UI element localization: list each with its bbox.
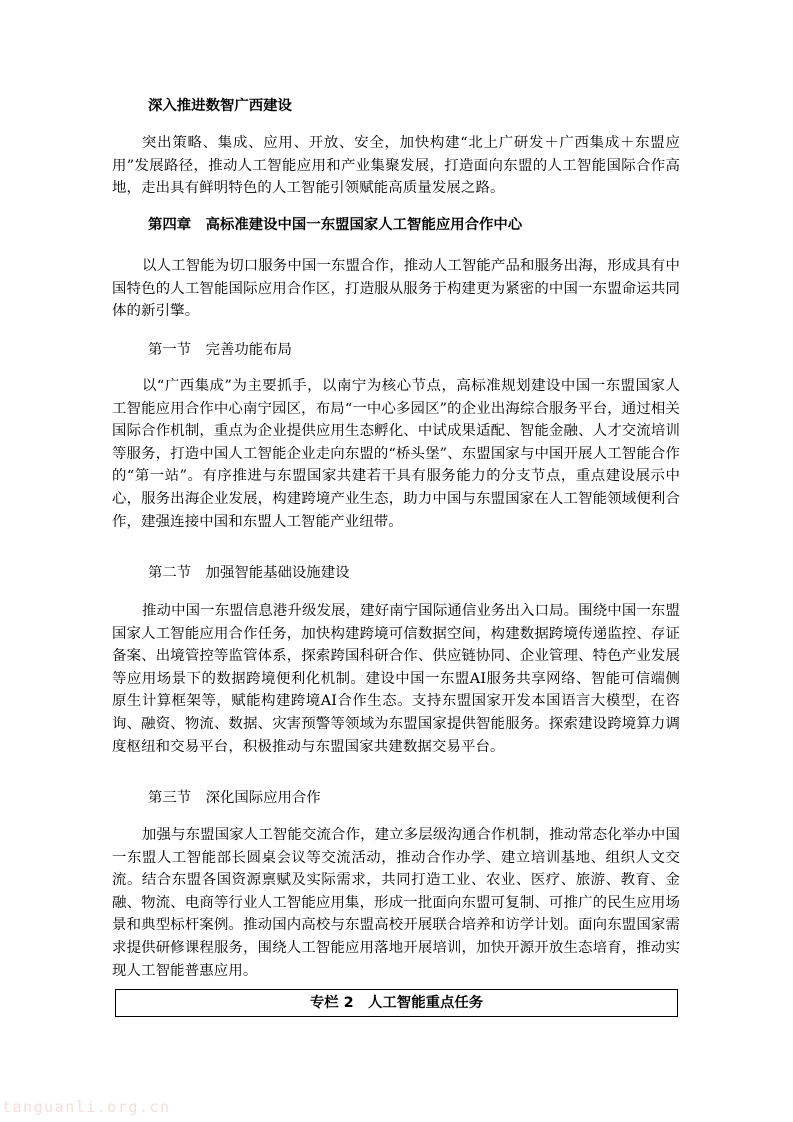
box-title-key-tasks: 专栏 2 人工智能重点任务: [115, 989, 678, 1017]
watermark-text: tanguanli.org.cn: [2, 1098, 171, 1116]
section-2-title: 第二节 加强智能基础设施建设: [148, 565, 350, 581]
paragraph-international-cooperation: 加强与东盟国家人工智能交流合作，建立多层级沟通合作机制，推动常态化举办中国一东盟人工智能部长圆桌会议等交流活动，推动合作办学、建立培训基地、组织人文交流。结合东盟各国资源禀赋及实际需求，共同打造工业、农业、医疗、旅游、教育、金融、物流、电商等行业人工智能应用集，形成一批面向东盟可复制、可推广的民生应用场景和典型标杆案例。推动国内高校与东盟高校开展联合培养和访学计划。面向东盟国家需求提供研修课程服务，围绕人工智能应用落地开展培训，加快开源开放生态培育，推动实现人工智能普惠应用。: [112, 827, 681, 979]
heading-digital-guangxi: 深入推进数智广西建设: [148, 98, 292, 114]
paragraph-strategy: 突出策略、集成、应用、开放、安全，加快构建“北上广研发＋广西集成＋东盟应用”发展路径，推动人工智能应用和产业集聚发展，打造面向东盟的人工智能国际合作高地，走出具有鲜明特色的人工智能引领赋能高质量发展之路。: [112, 135, 680, 197]
paragraph-infrastructure: 推动中国一东盟信息港升级发展，建好南宁国际通信业务出入口局。围绕中国一东盟国家人工智能应用合作任务，加快构建跨境可信数据空间，构建数据跨境传递监控、存证备案、出境管控等监管体系，探索跨国科研合作、供应链协同、企业管理、特色产业发展等应用场景下的数据跨境便利化机制。建设中国一东盟AI服务共享网络、智能可信端侧原生计算框架等，赋能构建跨境AI合作生态。支持东盟国家开发本国语言大模型，在咨询、融资、物流、数据、灾害预警等领域为东盟国家提供智能服务。探索建设跨境算力调度枢纽和交易平台，积极推动与东盟国家共建数据交易平台。: [112, 603, 681, 755]
paragraph-chapter-intro: 以人工智能为切口服务中国一东盟合作，推动人工智能产品和服务出海，形成具有中国特色的人工智能国际应用合作区，打造服从服务于构建更为紧密的中国一东盟命运共同体的新引擎。: [112, 258, 681, 320]
paragraph-function-layout: 以“广西集成”为主要抓手，以南宁为核心节点，高标准规划建设中国一东盟国家人工智能应用合作中心南宁园区，布局“一中心多园区”的企业出海综合服务平台，通过相关国际合作机制，重点为企业提供应用生态孵化、中试成果适配、智能金融、人才交流培训等服务，打造中国人工智能企业走向东盟的“桥头堡”、东盟国家与中国开展人工智能合作的“第一站”。有序推进与东盟国家共建若干具有服务能力的分支节点，重点建设展示中心，服务出海企业发展，构建跨境产业生态，助力中国与东盟国家在人工智能领域便利合作，建强连接中国和东盟人工智能产业纽带。: [112, 378, 680, 530]
section-1-title: 第一节 完善功能布局: [148, 342, 292, 358]
section-3-title: 第三节 深化国际应用合作: [148, 790, 321, 806]
chapter-4-title: 第四章 高标准建设中国一东盟国家人工智能应用合作中心: [148, 217, 523, 233]
